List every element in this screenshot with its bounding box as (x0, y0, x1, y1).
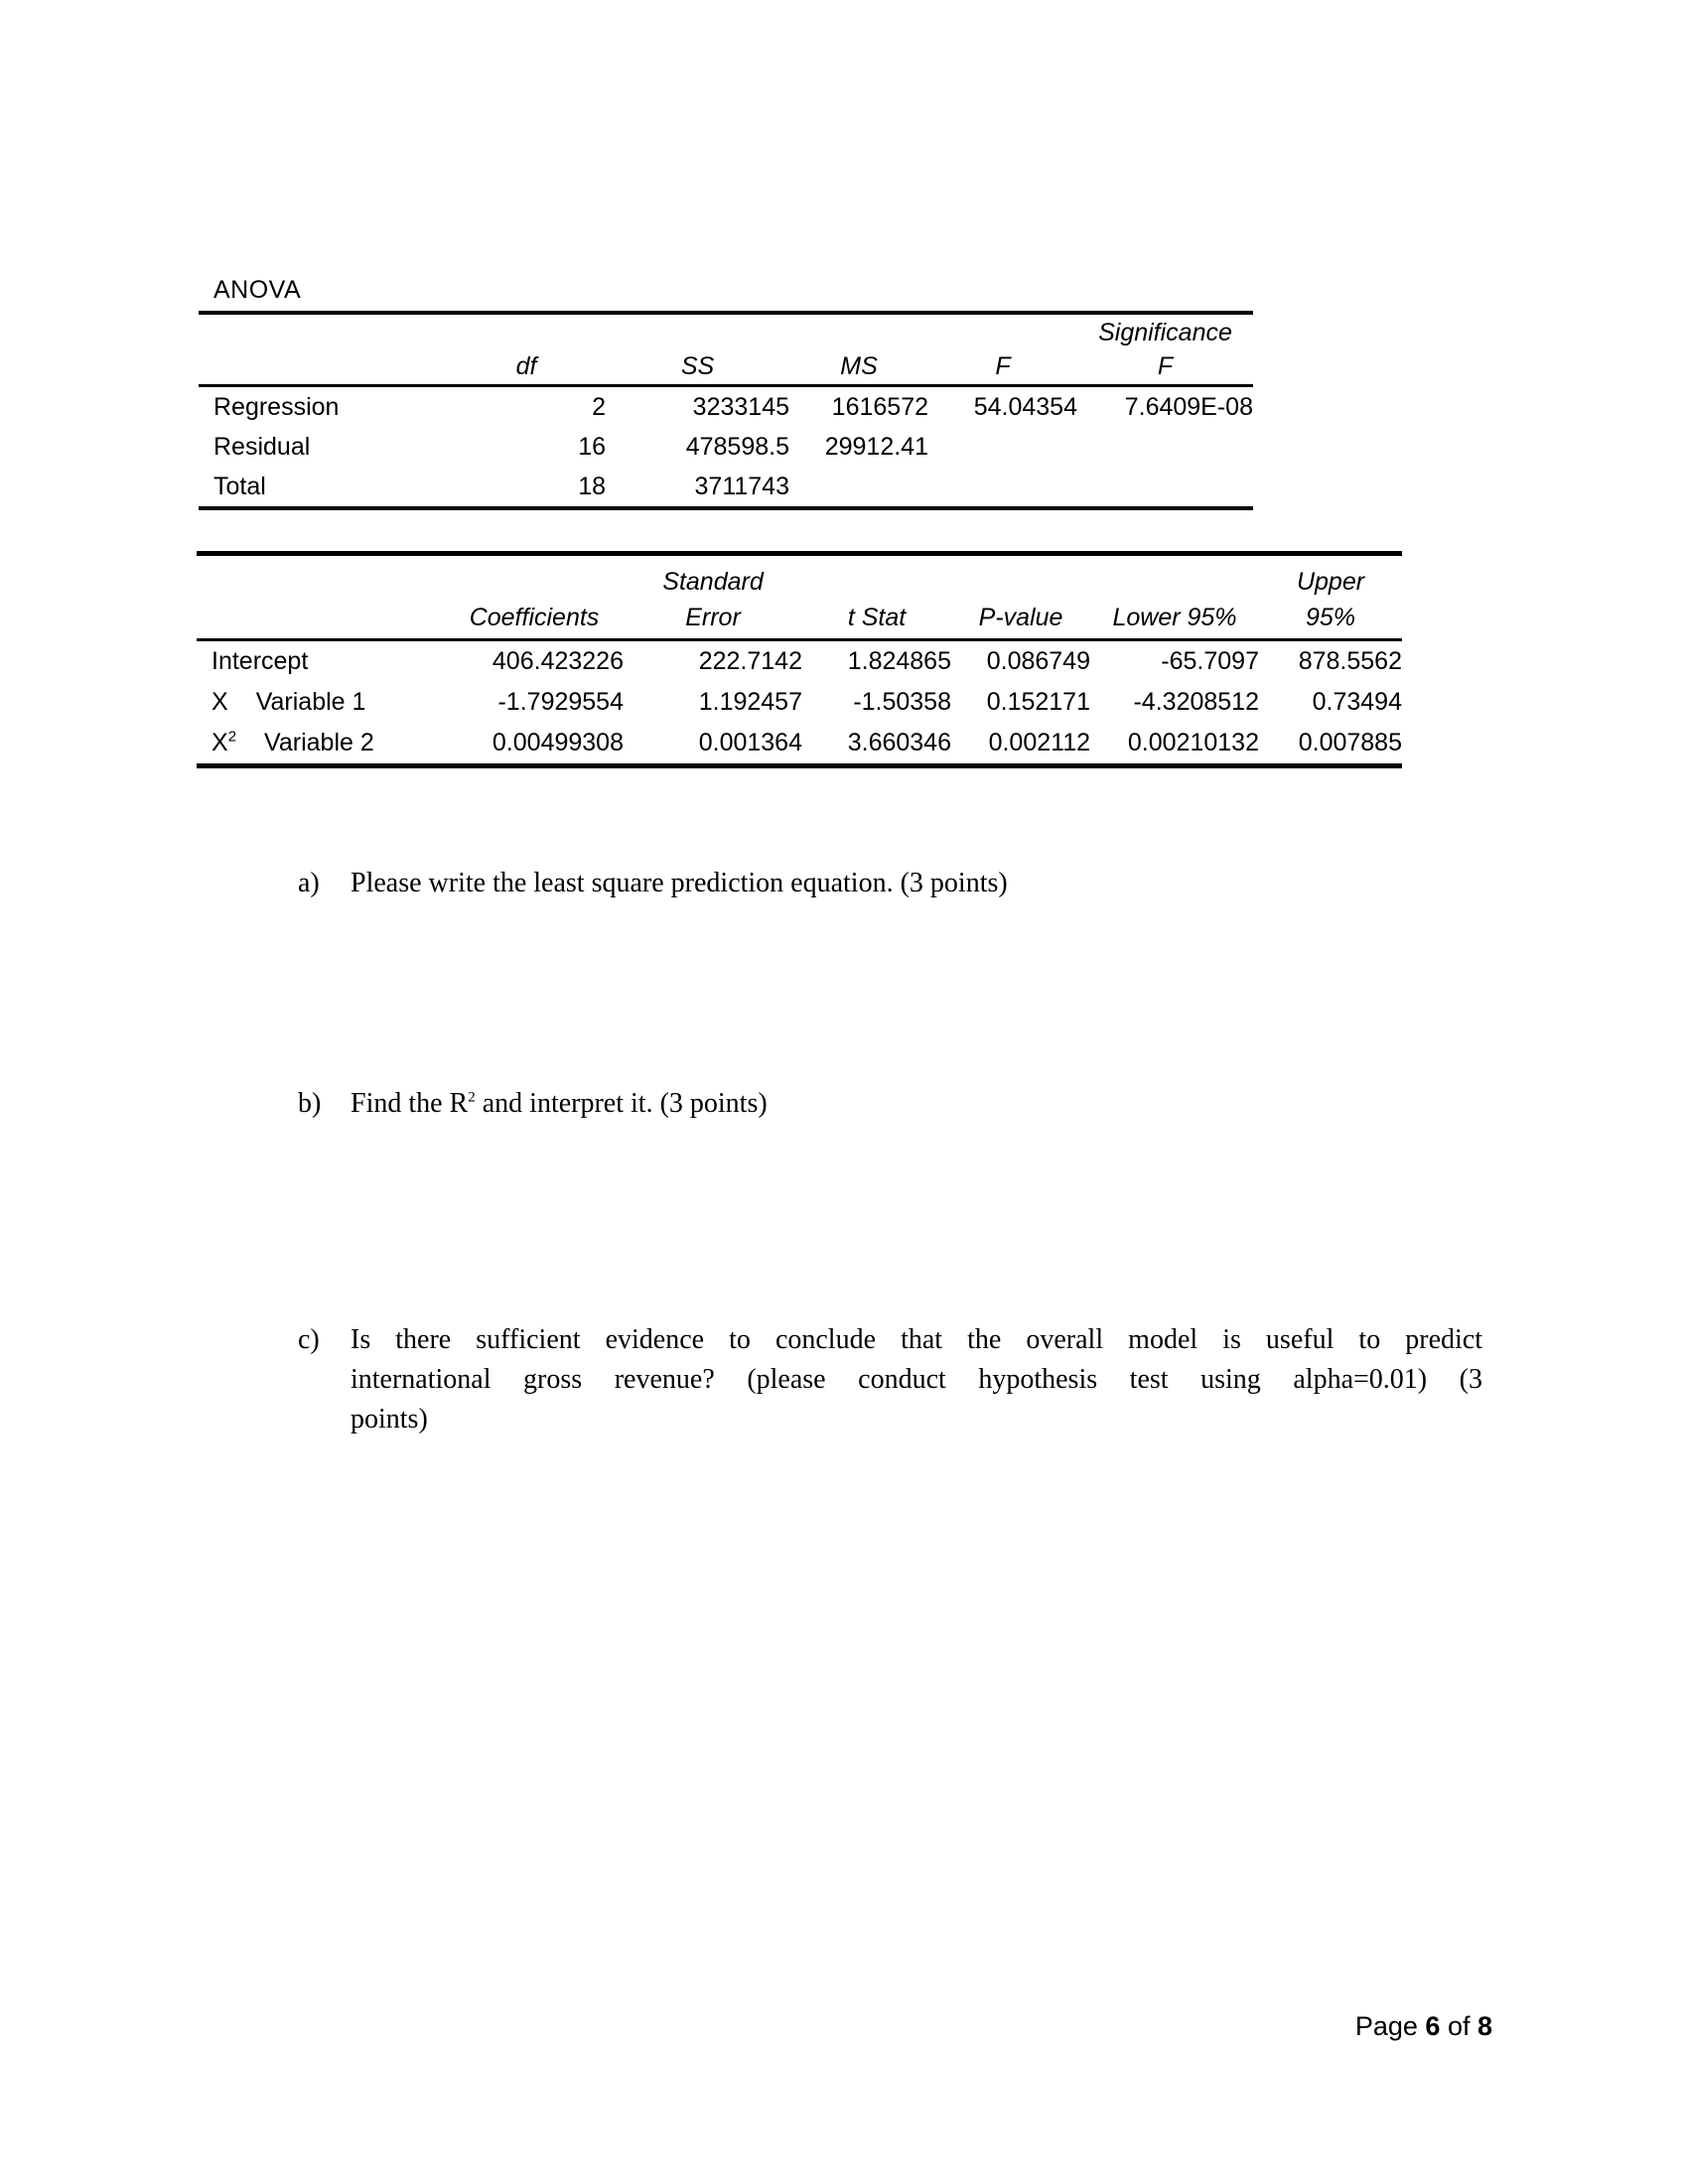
coefficients-cell: 0.00499308 (492, 729, 624, 756)
standard-error-cell: 1.192457 (698, 688, 802, 716)
standard-error-cell: 222.7142 (698, 647, 802, 675)
anova-header-row-2 (199, 348, 1253, 386)
lower-95-cell: -65.7097 (1161, 647, 1259, 675)
ms-cell (789, 467, 928, 506)
footer-page-word: Page (1354, 2011, 1426, 2041)
lower-95-cell: -4.3208512 (1133, 688, 1259, 716)
question-c-line-3: points) (351, 1404, 428, 1434)
lower-95-cell: 0.00210132 (1127, 729, 1259, 756)
question-c-line-2: international gross revenue? (please conduct hypothesis test using alpha=0.01) (3 (351, 1364, 1482, 1395)
df-cell: 18 (578, 472, 606, 500)
empty-cell (1090, 556, 1259, 598)
row-label-rest: Variable 2 (264, 729, 374, 756)
anova-table (199, 311, 1253, 510)
empty-cell (606, 315, 789, 348)
coef-header-p-value: P-value (951, 598, 1090, 640)
df-cell: 16 (578, 432, 606, 461)
anova-header-sig-f: F (1077, 348, 1253, 386)
f-cell (928, 427, 1077, 467)
row-label-main: X (211, 688, 228, 716)
question-c-text (351, 1320, 1482, 1439)
coef-header-upper-95: 95% (1259, 598, 1402, 640)
question-a-label: a) (298, 868, 320, 898)
coefficients-cell: -1.7929554 (497, 688, 624, 716)
f-cell: 54.04354 (973, 392, 1077, 421)
empty-cell (802, 556, 951, 598)
coef-header-upper: Upper (1296, 568, 1365, 596)
question-b-superscript: 2 (468, 1089, 476, 1106)
anova-header-row-1 (199, 315, 1253, 348)
question-c (298, 1320, 1482, 1439)
coef-header-t-stat: t Stat (802, 598, 951, 640)
p-value-cell: 0.086749 (986, 647, 1090, 675)
coef-row-intercept (197, 640, 1402, 683)
row-label-rest: Variable 1 (255, 688, 366, 716)
anova-header-ms: MS (789, 348, 928, 386)
question-b-text-end: and interpret it. (3 points) (475, 1088, 768, 1119)
question-b-text-start: Find the R (351, 1088, 469, 1119)
page-footer (1355, 2011, 1492, 2042)
p-value-cell: 0.002112 (988, 729, 1090, 756)
t-stat-cell: 3.660346 (847, 729, 951, 756)
row-label: Total (213, 472, 266, 500)
question-b-text (351, 1084, 1482, 1124)
sig-f-cell (1077, 467, 1253, 506)
ms-cell: 29912.41 (824, 432, 928, 461)
question-a-text: Please write the least square prediction equation. (3 points) (351, 868, 1008, 898)
coef-header-row-1 (197, 556, 1402, 598)
t-stat-cell: 1.824865 (847, 647, 951, 675)
anova-header-ss: SS (606, 348, 789, 386)
empty-cell (951, 556, 1090, 598)
row-label-main: X (211, 729, 228, 756)
empty-cell (199, 315, 447, 348)
footer-of-word: of (1440, 2011, 1477, 2041)
question-b (298, 1084, 1482, 1124)
ms-cell: 1616572 (831, 392, 928, 421)
anova-header-df: df (447, 348, 606, 386)
row-label (197, 682, 445, 723)
empty-cell (447, 315, 606, 348)
upper-95-cell: 878.5562 (1298, 647, 1402, 675)
empty-cell (445, 556, 624, 598)
coef-row-x-variable-1 (197, 682, 1402, 723)
df-cell: 2 (592, 392, 606, 421)
question-a (298, 864, 1482, 903)
ss-cell: 478598.5 (685, 432, 789, 461)
row-label-superscript: 2 (227, 728, 237, 746)
coef-header-row-2 (197, 598, 1402, 640)
ss-cell: 3711743 (694, 472, 789, 500)
standard-error-cell: 0.001364 (698, 729, 802, 756)
coef-header-error: Error (624, 598, 802, 640)
empty-cell (197, 598, 445, 640)
anova-row-total (199, 467, 1253, 506)
empty-cell (928, 315, 1077, 348)
coefficients-table (197, 551, 1402, 768)
coef-header-lower-95: Lower 95% (1090, 598, 1259, 640)
sig-f-cell (1077, 427, 1253, 467)
anova-row-regression (199, 386, 1253, 428)
footer-total-pages: 8 (1477, 2011, 1492, 2041)
t-stat-cell: -1.50358 (853, 688, 951, 716)
empty-cell (789, 315, 928, 348)
question-b-label: b) (298, 1088, 322, 1119)
upper-95-cell: 0.73494 (1312, 688, 1402, 716)
footer-page-number: 6 (1425, 2011, 1441, 2041)
empty-cell (197, 556, 445, 598)
anova-header-significance: Significance (1098, 319, 1232, 346)
row-label (197, 723, 445, 763)
coef-header-standard: Standard (662, 568, 764, 596)
p-value-cell: 0.152171 (986, 688, 1090, 716)
f-cell (928, 467, 1077, 506)
ss-cell: 3233145 (692, 392, 789, 421)
coef-header-coefficients: Coefficients (445, 598, 624, 640)
row-label (197, 640, 445, 683)
row-label: Regression (213, 392, 340, 421)
question-c-label: c) (298, 1324, 320, 1355)
anova-row-residual (199, 427, 1253, 467)
anova-table-title: ANOVA (213, 276, 302, 304)
sig-f-cell: 7.6409E-08 (1124, 392, 1253, 421)
row-label: Residual (213, 432, 311, 461)
empty-cell (199, 348, 447, 386)
upper-95-cell: 0.007885 (1298, 729, 1402, 756)
anova-header-f: F (928, 348, 1077, 386)
row-label-main: Intercept (211, 647, 309, 675)
coef-row-x2-variable-2 (197, 723, 1402, 763)
question-c-line-1: Is there sufficient evidence to conclude that the overall model is useful to predict (351, 1324, 1482, 1355)
coefficients-cell: 406.423226 (492, 647, 624, 675)
